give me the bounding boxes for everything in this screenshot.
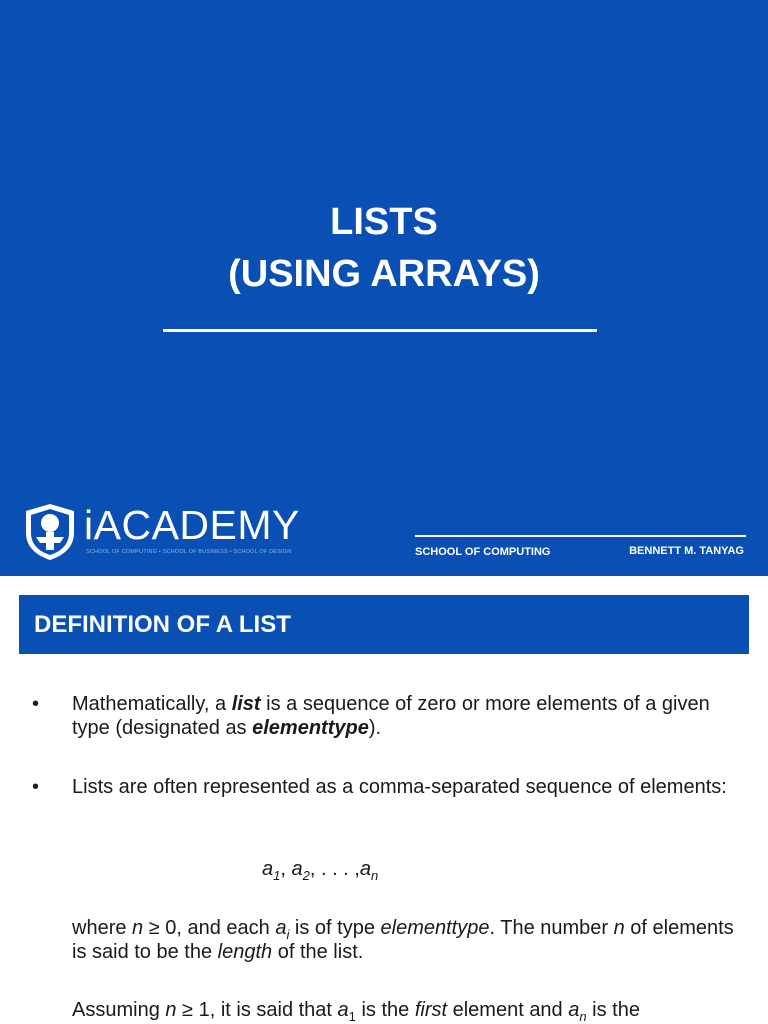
paragraph-first-last	[72, 998, 742, 1022]
paragraph-length	[72, 916, 742, 964]
heading-bar	[19, 595, 749, 654]
bullet-marker: •	[32, 693, 40, 715]
formula-sub: n	[370, 868, 379, 883]
text-run: is a sequence of zero or more elements of a given type (designated as	[72, 693, 710, 739]
var-sub: n	[579, 1009, 587, 1024]
sequence-formula	[262, 858, 378, 883]
term-elementtype: elementtype	[252, 717, 369, 739]
formula-sub: 1	[273, 868, 281, 883]
text-run: element and	[447, 999, 569, 1021]
formula-sep: , . . . ,	[309, 858, 360, 880]
text-run: Assuming	[72, 999, 166, 1021]
shield-logo-icon	[24, 503, 76, 561]
text-run: of elements is said to be the	[72, 917, 734, 963]
title-divider	[163, 329, 597, 332]
text-run: ≥ 0, and each	[143, 917, 276, 939]
slide-title	[0, 196, 768, 300]
term-first: first	[414, 999, 448, 1021]
text-run: ).	[368, 717, 382, 739]
brand-name: iACADEMY	[84, 502, 300, 548]
var-n: n	[132, 917, 144, 939]
author-label: BENNETT M. TANYAG	[629, 545, 744, 557]
bullet-marker: •	[32, 776, 40, 798]
text-run: is the	[355, 999, 415, 1021]
formula-sub: 2	[302, 868, 310, 883]
school-label: SCHOOL OF COMPUTING	[415, 546, 551, 558]
var-a: a	[568, 999, 580, 1021]
formula-var: a	[262, 858, 274, 880]
var-a: a	[275, 917, 287, 939]
var-a: a	[337, 999, 349, 1021]
text-run: ≥ 1, it is said that	[176, 999, 338, 1021]
var-n: n	[165, 999, 177, 1021]
section-heading: DEFINITION OF A LIST	[34, 611, 291, 638]
term-length: length	[217, 941, 273, 963]
formula-sep: ,	[280, 858, 292, 880]
footer-divider	[415, 535, 746, 537]
bullet-text-1	[72, 692, 742, 740]
brand-tagline: SCHOOL OF COMPUTING • SCHOOL OF BUSINESS • SCHOOL OF DESIGN	[86, 549, 292, 555]
formula-var: a	[359, 858, 371, 880]
var-sub: i	[286, 927, 290, 942]
formula-var: a	[291, 858, 303, 880]
title-line-1: LISTS	[330, 201, 438, 243]
text-run: where	[72, 917, 133, 939]
term-elementtype: elementtype	[380, 917, 490, 939]
var-sub: 1	[348, 1009, 356, 1024]
text-run: of the list.	[272, 941, 364, 963]
text-run: is the	[586, 999, 640, 1021]
bullet-text-2: Lists are often represented as a comma-separated sequence of elements:	[72, 776, 727, 798]
var-n: n	[613, 917, 625, 939]
text-run: . The number	[489, 917, 614, 939]
term-list: list	[231, 693, 261, 715]
text-run: Mathematically, a	[72, 693, 232, 715]
text-run: is of type	[289, 917, 381, 939]
title-line-2: (USING ARRAYS)	[228, 253, 540, 295]
